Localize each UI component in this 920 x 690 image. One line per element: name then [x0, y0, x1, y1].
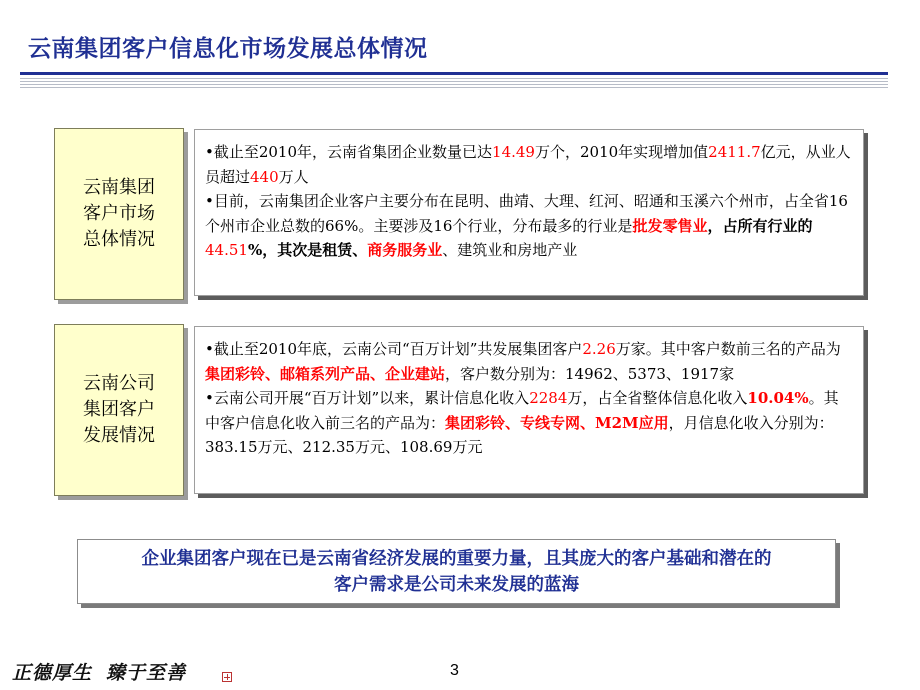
- conclusion-line-2: 客户需求是公司未来发展的蓝海: [334, 574, 579, 595]
- title-divider: [20, 72, 888, 90]
- highlight-value: 2411.7: [708, 143, 761, 161]
- section1-label-box: [54, 128, 184, 300]
- section2-label-line: 集团客户: [83, 399, 155, 420]
- section2-paragraph-1: •截止至2010年底，云南公司“百万计划”共发展集团客户2.26万家。其中客户数前三名的产品为集团彩铃、邮箱系列产品、企业建站，客户数分别为：14962、5373、1917家: [205, 340, 841, 383]
- highlight-value: 商务服务业: [367, 241, 443, 259]
- motto-part-1: 正德厚生: [12, 662, 93, 684]
- section2-paragraph-2: •云南公司开展“百万计划”以来，累计信息化收入2284万，占全省整体信息化收入10.04%。其中客户信息化收入前三名的产品为：集团彩铃、专线专网、M2M应用，月信息化收入分别为：383.15万元、212.35万元、108.69万元: [205, 389, 839, 456]
- highlight-value: 批发零售业: [632, 216, 708, 235]
- section2-label-line: 云南公司: [83, 373, 155, 394]
- highlight-value: 2.26: [582, 340, 616, 358]
- highlight-value: 14.49: [492, 143, 535, 161]
- page-title: 云南集团客户信息化市场发展总体情况: [28, 36, 428, 62]
- section1-label-line: 总体情况: [83, 229, 155, 250]
- section1-paragraph-2: •目前，云南集团企业客户主要分布在昆明、曲靖、大理、红河、昭通和玉溪六个州市，占全省16个州市企业总数的66%。主要涉及16个行业，分布最多的行业是批发零售业，占所有行业的44.51%，其次是租赁、商务服务业、建筑业和房地产业: [205, 192, 848, 259]
- conclusion-box: [77, 539, 836, 604]
- section2-label-box: [54, 324, 184, 496]
- conclusion-line-1: 企业集团客户现在已是云南省经济发展的重要力量，且其庞大的客户基础和潜在的: [141, 548, 772, 569]
- seal-icon: [222, 672, 232, 682]
- company-motto: [12, 658, 186, 685]
- highlight-value: 440: [250, 167, 279, 186]
- section1-content-box: [194, 129, 864, 296]
- highlight-value: 集团彩铃、专线专网、M2M应用: [445, 413, 669, 432]
- highlight-value: 集团彩铃、邮箱系列产品、企业建站: [205, 364, 446, 383]
- section2-label-line: 发展情况: [83, 425, 155, 446]
- highlight-value: 2284: [529, 389, 568, 407]
- section2-content-box: [194, 326, 864, 494]
- section1-label-line: 云南集团: [83, 177, 155, 198]
- page-number: 3: [450, 662, 459, 679]
- motto-part-2: 臻于至善: [106, 662, 187, 684]
- section1-paragraph-1: •截止至2010年，云南省集团企业数量已达14.49万个，2010年实现增加值2411.7亿元，从业人员超过440万人: [205, 143, 851, 186]
- section1-label-line: 客户市场: [83, 203, 155, 224]
- highlight-value: 10.04%: [747, 389, 809, 407]
- highlight-value: 44.51: [205, 241, 248, 259]
